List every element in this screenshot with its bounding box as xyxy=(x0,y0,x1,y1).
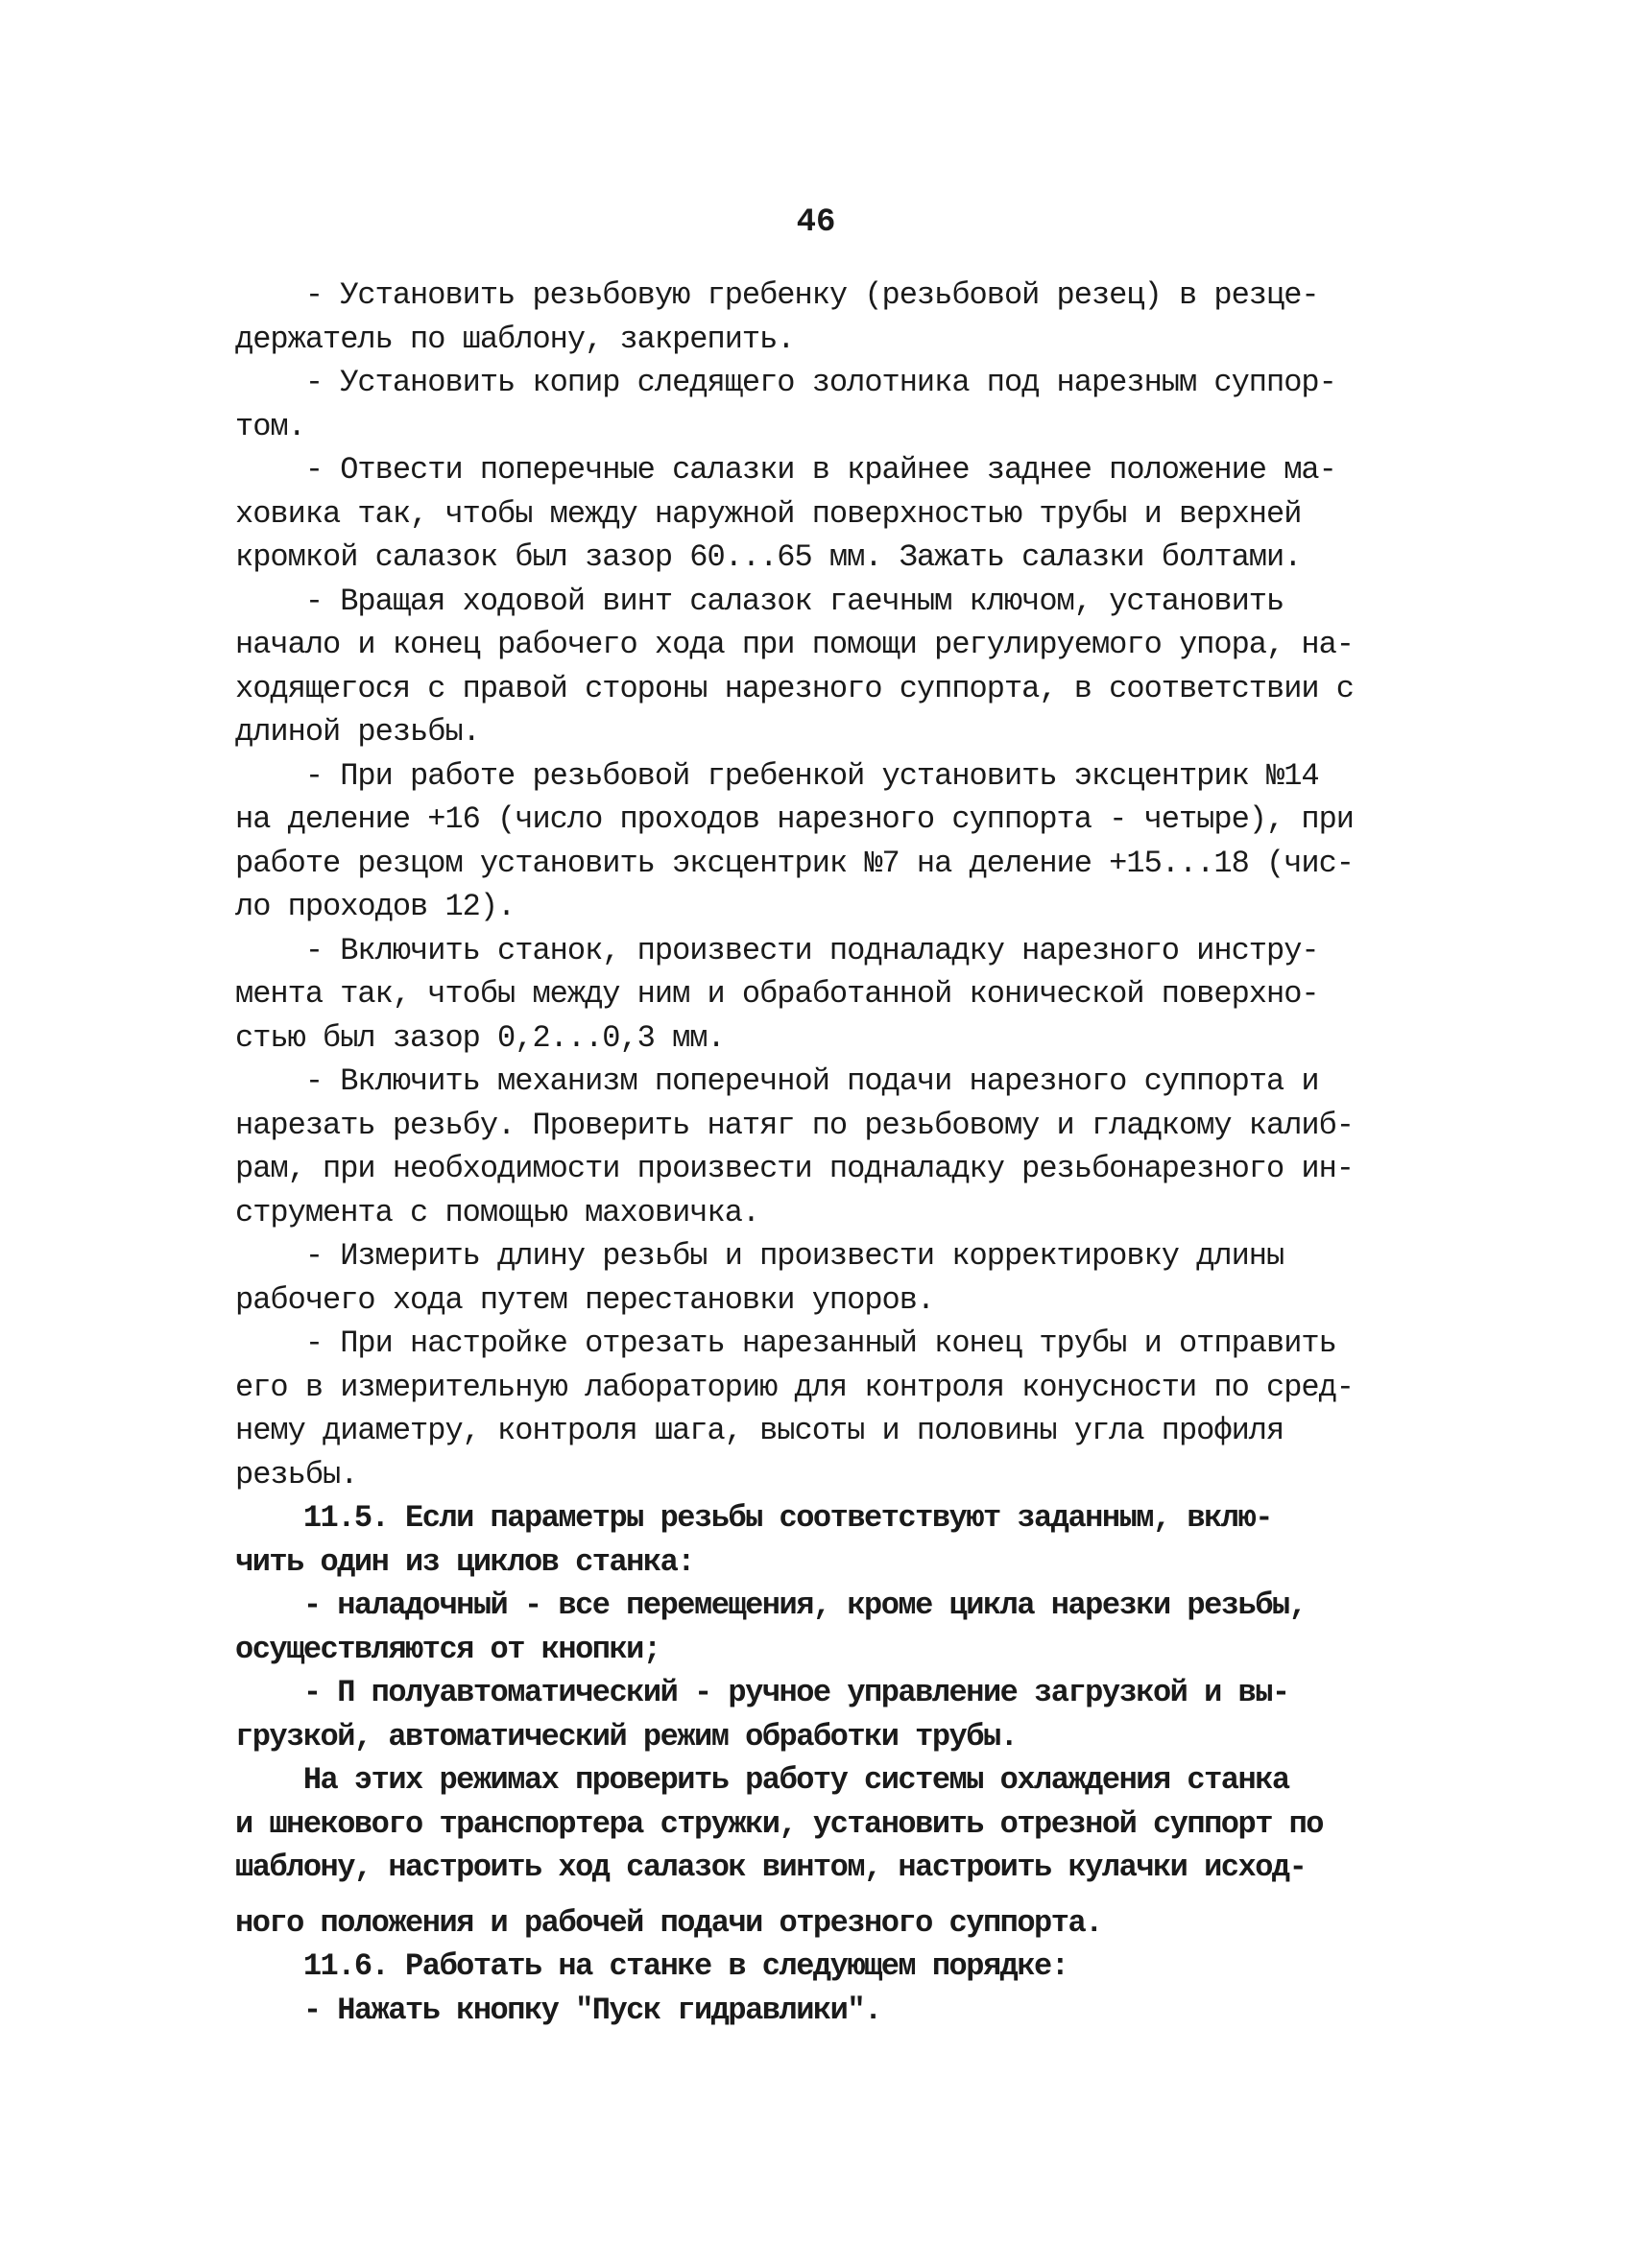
text-line: рам, при необходимости произвести подналадку резьбонарезного ин- xyxy=(235,1151,1354,1186)
text-line: его в измерительную лабораторию для контроля конусности по сред- xyxy=(235,1369,1354,1405)
text-line: нему диаметру, контроля шага, высоты и половины угла профиля xyxy=(235,1413,1284,1448)
text-line: резьбы. xyxy=(235,1456,358,1492)
body-text xyxy=(235,274,1406,2032)
text-line: ходящегося с правой стороны нарезного суппорта, в соответствии с xyxy=(235,670,1354,706)
text-line: - При настройке отрезать нарезанный конец трубы и отправить xyxy=(235,1325,1336,1361)
text-line: нарезать резьбу. Проверить натяг по резьбовому и гладкому калиб- xyxy=(235,1107,1354,1143)
text-line: - Установить резьбовую гребенку (резьбовой резец) в резце- xyxy=(235,277,1319,313)
text-line: мента так, чтобы между ним и обработанной конической поверхно- xyxy=(235,976,1319,1012)
text-line: шаблону, настроить ход салазок винтом, настроить кулачки исход- xyxy=(235,1850,1307,1885)
text-line: ховика так, чтобы между наружной поверхностью трубы и верхней xyxy=(235,495,1302,532)
text-line: - наладочный - все перемещения, кроме цикла нарезки резьбы, xyxy=(235,1588,1307,1623)
text-line: На этих режимах проверить работу системы охлаждения станка xyxy=(235,1762,1289,1798)
page-number: 46 xyxy=(796,204,836,241)
text-line: и шнекового транспортера стружки, установить отрезной суппорт по xyxy=(235,1805,1323,1842)
text-line: том. xyxy=(235,408,305,444)
text-line: - Нажать кнопку "Пуск гидравлики". xyxy=(235,1992,881,2028)
text-line: ло проходов 12). xyxy=(235,889,516,924)
text-line: стью был зазор 0,2...0,3 мм. xyxy=(235,1019,725,1056)
text-line: на деление +16 (число проходов нарезного суппорта - четыре), при xyxy=(235,801,1354,837)
text-line: струмента с помощью маховичка. xyxy=(235,1194,760,1230)
text-line: 11.6. Работать на станке в следующем порядке: xyxy=(235,1948,1068,1984)
text-line: работе резцом установить эксцентрик №7 на деление +15...18 (чис- xyxy=(235,845,1354,881)
text-line: длиной резьбы. xyxy=(235,714,480,750)
text-line: - Включить механизм поперечной подачи нарезного суппорта и xyxy=(235,1063,1319,1099)
text-line: держатель по шаблону, закрепить. xyxy=(235,321,795,357)
text-line: кромкой салазок был зазор 60...65 мм. Зажать салазки болтами. xyxy=(235,539,1302,575)
text-line: 11.5. Если параметры резьбы соответствуют заданным, вклю- xyxy=(235,1500,1272,1536)
text-line: начало и конец рабочего хода при помощи регулируемого упора, на- xyxy=(235,627,1354,662)
text-line: рабочего хода путем перестановки упоров. xyxy=(235,1281,935,1318)
text-line: - Установить копир следящего золотника под нарезным суппор- xyxy=(235,365,1336,400)
text-line: - Отвести поперечные салазки в крайнее заднее положение ма- xyxy=(235,452,1336,488)
text-line: - П полуавтоматический - ручное управление загрузкой и вы- xyxy=(235,1675,1289,1710)
text-line: грузкой, автоматический режим обработки трубы. xyxy=(235,1718,1018,1755)
text-line: ного положения и рабочей подачи отрезного суппорта. xyxy=(235,1904,1102,1941)
text-line: осуществляются от кнопки; xyxy=(235,1631,660,1667)
text-line: - Измерить длину резьбы и произвести корректировку длины xyxy=(235,1238,1284,1274)
text-line: - При работе резьбовой гребенкой установить эксцентрик №14 xyxy=(235,757,1319,794)
text-line: - Вращая ходовой винт салазок гаечным ключом, установить xyxy=(235,583,1284,619)
text-line: чить один из циклов станка: xyxy=(235,1543,694,1580)
text-line: - Включить станок, произвести подналадку нарезного инстру- xyxy=(235,932,1319,968)
